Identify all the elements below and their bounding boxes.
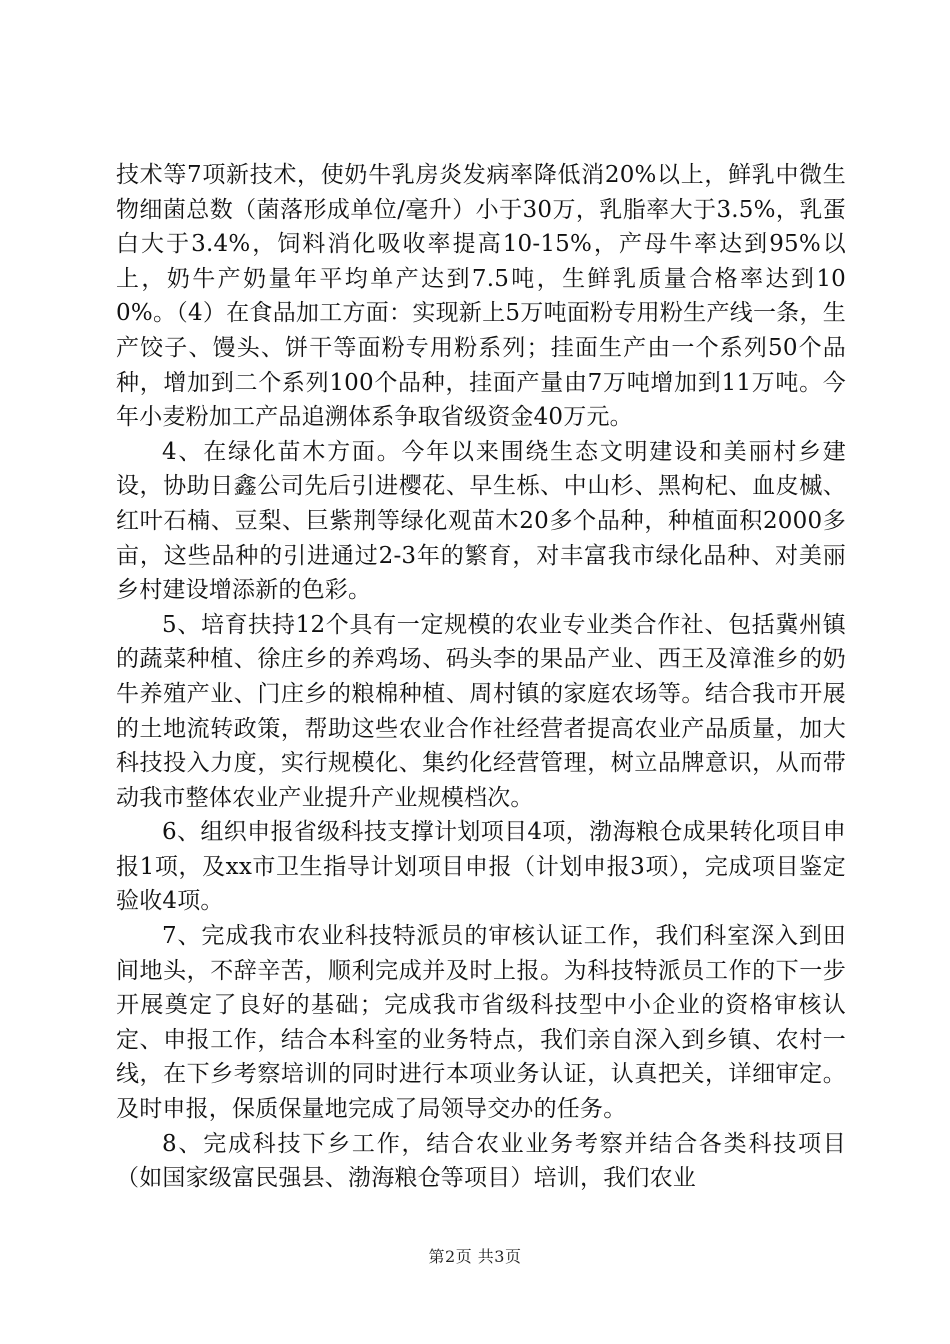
paragraph-3: 5、培育扶持12个具有一定规模的农业专业类合作社、包括冀州镇的蔬菜种植、徐庄乡的养鸡场、码头李的果品产业、西王及漳淮乡的奶牛养殖产业、门庄乡的粮棉种植、周村镇的家庭农场等。结合我市开展的土地流转政策，帮助这些农业合作社经营者提高农业产品质量，加大科技投入力度，实行规模化、集约化经营管理，树立品牌意识，从而带动我市整体农业产业提升产业规模档次。 [116, 611, 846, 811]
paragraph-2: 4、在绿化苗木方面。今年以来围绕生态文明建设和美丽村乡建设，协助日鑫公司先后引进樱花、早生栎、中山杉、黑枸杞、血皮槭、红叶石楠、豆梨、巨紫荆等绿化观苗木20多个品种，种植面积2000多亩，这些品种的引进通过2-3年的繁育，对丰富我市绿化品种、对美丽乡村建设增添新的色彩。 [116, 438, 846, 604]
document-body [116, 158, 846, 1196]
paragraph-4: 6、组织申报省级科技支撑计划项目4项，渤海粮仓成果转化项目申报1项，及xx市卫生指导计划项目申报（计划申报3项），完成项目鉴定验收4项。 [116, 819, 846, 915]
paragraph-1: 技术等7项新技术，使奶牛乳房炎发病率降低消20%以上，鲜乳中微生物细菌总数（菌落形成单位/毫升）小于30万，乳脂率大于3.5%，乳蛋白大于3.4%，饲料消化吸收率提高10-15%，产母牛率达到95%以上，奶牛产奶量年平均单产达到7.5吨，生鲜乳质量合格率达到100%。（4）在食品加工方面：实现新上5万吨面粉专用粉生产线一条，生产饺子、馒头、饼干等面粉专用粉系列；挂面生产由一个系列50个品种，增加到二个系列100个品种，挂面产量由7万吨增加到11万吨。今年小麦粉加工产品追溯体系争取省级资金40万元。 [116, 162, 846, 431]
paragraph-6: 8、完成科技下乡工作，结合农业业务考察并结合各类科技项目（如国家级富民强县、渤海粮仓等项目）培训，我们农业 [116, 1130, 846, 1192]
paragraph-5: 7、完成我市农业科技特派员的审核认证工作，我们科室深入到田间地头，不辞辛苦，顺利完成并及时上报。为科技特派员工作的下一步开展奠定了良好的基础；完成我市省级科技型中小企业的资格审核认定、申报工作，结合本科室的业务特点，我们亲自深入到乡镇、农村一线，在下乡考察培训的同时进行本项业务认证，认真把关，详细审定。及时申报，保质保量地完成了局领导交办的任务。 [116, 923, 846, 1123]
page-footer: 第2页 共3页 [428, 1247, 522, 1266]
